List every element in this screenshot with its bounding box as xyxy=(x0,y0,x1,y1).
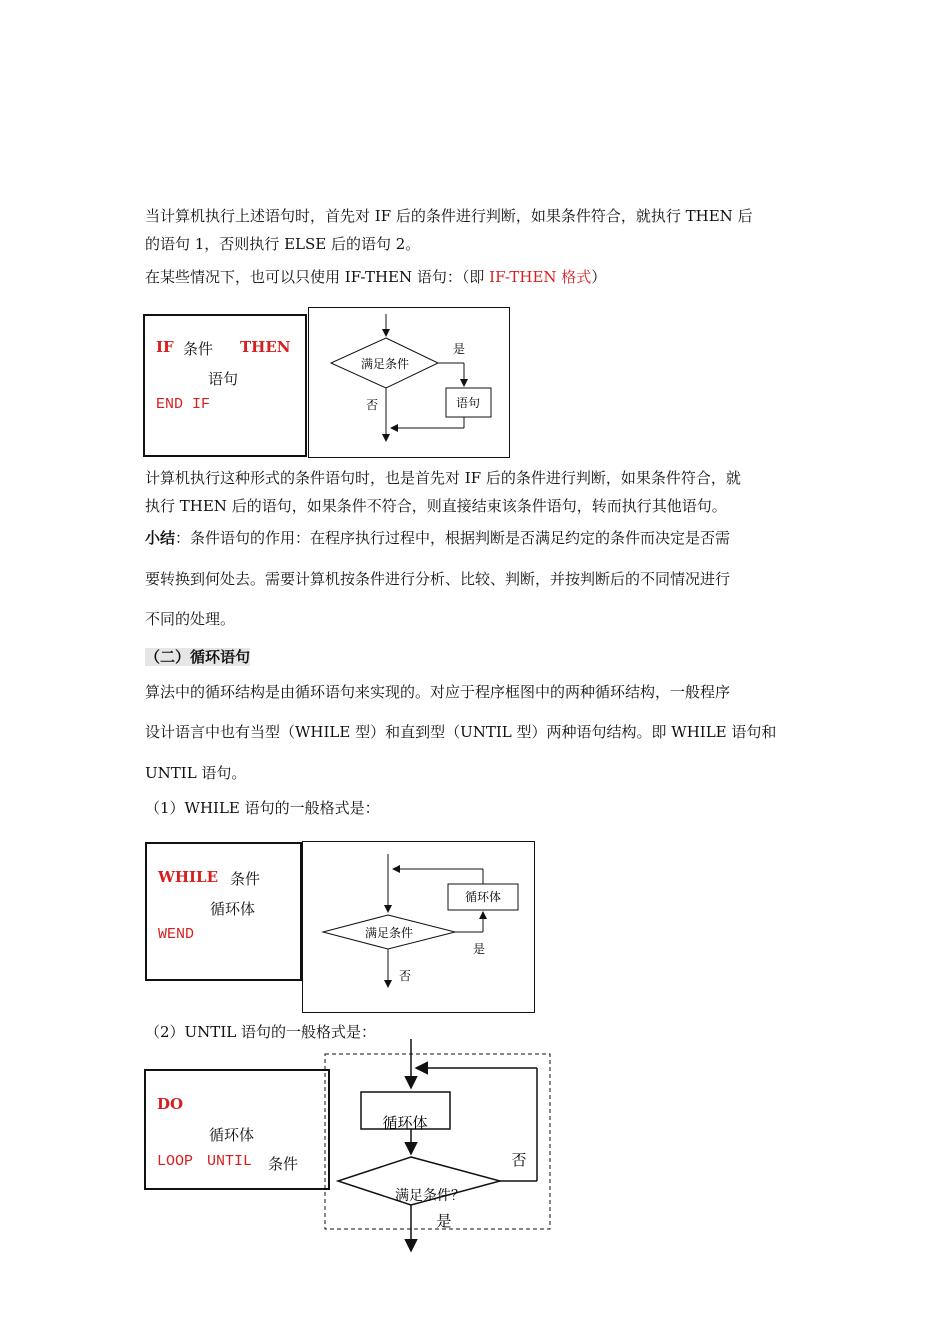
loop-body-label: 循环体 xyxy=(382,1114,428,1132)
keyword-then: THEN xyxy=(240,338,291,356)
decision-label: 满足条件？ xyxy=(395,1188,465,1204)
paragraph-line: 算法中的循环结构是由循环语句来实现的。对应于程序框图中的两种循环结构，一般程序 xyxy=(145,683,731,701)
decision-label: 满足条件 xyxy=(360,357,410,371)
ifthen-code-box xyxy=(143,314,307,457)
while-flowchart-svg xyxy=(303,842,534,1012)
keyword-until: UNTIL xyxy=(207,1153,253,1170)
yes-label: 是 xyxy=(436,1212,452,1230)
paragraph-line: 设计语言中也有当型（WHILE 型）和直到型（UNTIL 型）两种语句结构。即 WHILE 语句和 xyxy=(145,723,777,741)
paragraph-line: UNTIL 语句。 xyxy=(145,764,247,782)
while-heading: （1）WHILE 语句的一般格式是： xyxy=(145,799,380,817)
condition-text: 条件 xyxy=(268,1155,299,1173)
keyword-wend: WEND xyxy=(158,926,195,943)
while-code-box xyxy=(145,842,302,981)
condition-text: 条件 xyxy=(183,340,214,358)
paragraph-line: 计算机执行这种形式的条件语句时，也是首先对 IF 后的条件进行判断，如果条件符合，就 xyxy=(145,469,741,487)
paragraph-line: 执行 THEN 后的语句，如果条件不符合，则直接结束该条件语句，转而执行其他语句。 xyxy=(145,497,727,515)
section-heading xyxy=(145,646,250,668)
while-flowchart xyxy=(302,841,535,1013)
until-code-box xyxy=(144,1069,330,1190)
keyword-loop: LOOP xyxy=(157,1153,194,1170)
until-heading: （2）UNTIL 语句的一般格式是： xyxy=(145,1023,376,1041)
statement-text: 语句 xyxy=(208,370,239,388)
intro-text: 在某些情况下，也可以只使用 IF-THEN 语句：（即 xyxy=(145,268,490,286)
no-label: 否 xyxy=(511,1151,527,1169)
ifthen-flowchart-svg xyxy=(309,308,509,457)
paragraph-ifthen-intro xyxy=(145,266,606,288)
paragraph-line: 当计算机执行上述语句时，首先对 IF 后的条件进行判断，如果条件符合，就执行 THEN 后 xyxy=(145,207,753,225)
until-flowchart xyxy=(320,1037,560,1259)
summary-line: 要转换到何处去。需要计算机按条件进行分析、比较、判断，并按判断后的不同情况进行 xyxy=(145,570,731,588)
no-label: 否 xyxy=(398,969,412,983)
action-label: 语句 xyxy=(455,396,481,410)
keyword-do: DO xyxy=(157,1095,184,1113)
section-title: （二）循环语句 xyxy=(145,648,251,666)
condition-text: 条件 xyxy=(230,870,261,888)
keyword-end-if: END IF xyxy=(156,396,211,413)
loop-body-label: 循环体 xyxy=(464,890,502,904)
no-label: 否 xyxy=(365,398,379,412)
loop-body-text: 循环体 xyxy=(209,1126,255,1144)
paragraph-line: 的语句 1，否则执行 ELSE 后的语句 2。 xyxy=(145,235,421,253)
summary-label: 小结 xyxy=(145,529,176,547)
ifthen-flowchart xyxy=(308,307,510,458)
summary-line xyxy=(145,527,730,549)
ifthen-format-highlight: IF-THEN 格式 xyxy=(489,268,592,286)
summary-text: ：条件语句的作用：在程序执行过程中，根据判断是否满足约定的条件而决定是否需 xyxy=(175,529,731,547)
keyword-while: WHILE xyxy=(158,868,219,886)
summary-line: 不同的处理。 xyxy=(145,610,236,628)
loop-body-text: 循环体 xyxy=(210,900,256,918)
intro-suffix: ） xyxy=(591,268,607,286)
yes-label: 是 xyxy=(472,942,486,956)
decision-label: 满足条件 xyxy=(364,926,414,940)
yes-label: 是 xyxy=(452,342,466,356)
keyword-if: IF xyxy=(156,338,174,356)
